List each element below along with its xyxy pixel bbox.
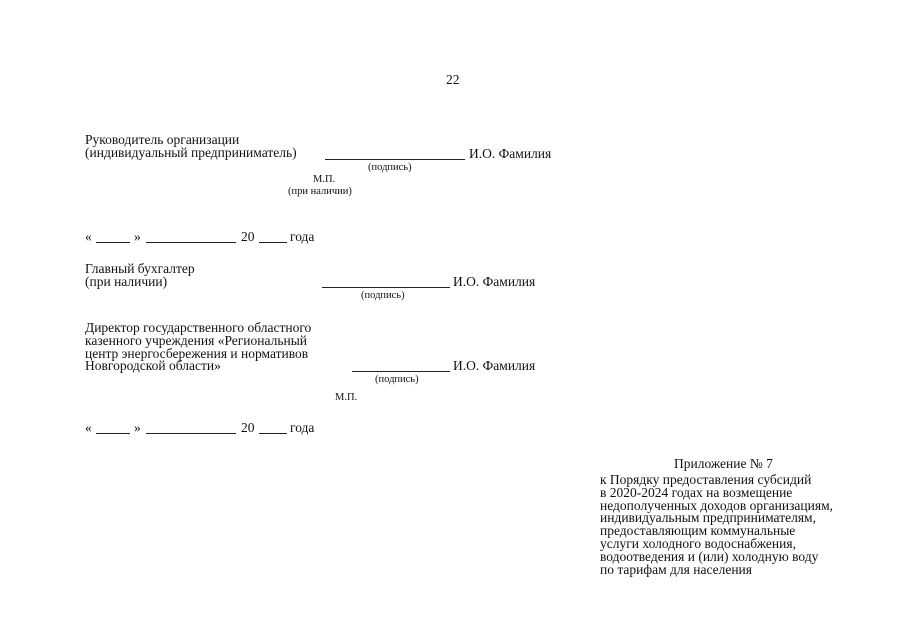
date-open-quote: « (85, 420, 92, 435)
manager-name: И.О. Фамилия (469, 146, 552, 161)
accountant-title-line: Главный бухгалтер (85, 261, 195, 276)
accountant-name: И.О. Фамилия (453, 274, 536, 289)
date-day-blank (96, 242, 130, 243)
director-title (85, 322, 311, 373)
appendix-line: недополученных доходов организациям, (600, 497, 833, 513)
accountant-signature-line (322, 287, 450, 288)
date-close-quote: » (134, 420, 141, 435)
appendix-line: водоотведения и (или) холодную воду (600, 548, 819, 564)
date-year-blank (259, 433, 287, 434)
manager-stamp-note: (при наличии) (288, 186, 352, 197)
accountant-signature-caption: (подпись) (361, 290, 405, 301)
appendix-text (600, 474, 833, 576)
appendix-line: по тарифам для населения (600, 561, 752, 577)
date-year-blank (259, 242, 287, 243)
date-month-blank (146, 242, 236, 243)
date-day-blank (96, 433, 130, 434)
page-number: 22 (446, 72, 460, 87)
date-open-quote: « (85, 229, 92, 244)
appendix-line: предоставляющим коммунальные (600, 523, 796, 539)
director-title-line: казенного учреждения «Региональный (85, 332, 308, 348)
director-title-line: Новгородской области» (85, 358, 221, 374)
appendix-line: услуги холодного водоснабжения, (600, 535, 796, 551)
director-stamp: М.П. (335, 392, 358, 403)
accountant-title-line: (при наличии) (85, 273, 168, 289)
date-close-quote: » (134, 229, 141, 244)
manager-title-line: (индивидуальный предприниматель) (85, 144, 297, 160)
accountant-title (85, 263, 195, 289)
manager-title-line: Руководитель организации (85, 132, 240, 147)
date-year-suffix: года (290, 420, 315, 435)
director-signature-caption: (подпись) (375, 374, 419, 385)
appendix-line: к Порядку предоставления субсидий (600, 472, 812, 487)
date-month-blank (146, 433, 236, 434)
date-year-prefix: 20 (241, 229, 255, 244)
director-name: И.О. Фамилия (453, 358, 536, 373)
director-title-line: центр энергосбережения и нормативов (85, 345, 309, 361)
appendix-line: в 2020-2024 годах на возмещение (600, 484, 793, 500)
director-title-line: Директор государственного областного (85, 320, 312, 335)
appendix-line: индивидуальным предпринимателям, (600, 510, 816, 526)
manager-signature-caption: (подпись) (368, 162, 412, 173)
date-year-suffix: года (290, 229, 315, 244)
appendix-title: Приложение № 7 (674, 456, 773, 471)
manager-stamp: М.П. (313, 174, 336, 185)
director-signature-line (352, 371, 450, 372)
date-year-prefix: 20 (241, 420, 255, 435)
manager-signature-line (325, 159, 465, 160)
manager-title (85, 134, 297, 160)
